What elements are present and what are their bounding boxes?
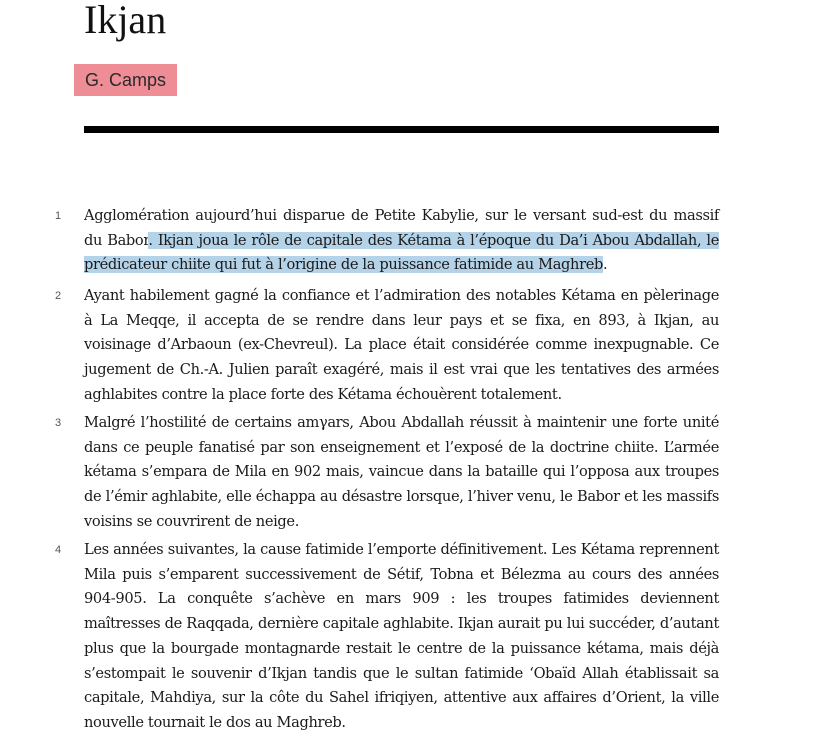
paragraph-number: 3 xyxy=(55,417,62,429)
paragraph-text-segment: . xyxy=(603,256,608,274)
paragraph-number: 1 xyxy=(55,210,62,222)
text-selection-highlight[interactable]: . Ikjan joua le rôle de capitale des Kétama à l’époque du Da’i Abou Abdallah, le prédicateur chiite qui fut à l’origine de la puissance fatimide au Maghreb xyxy=(84,231,719,274)
paragraph-text: Les années suivantes, la cause fatimide l’emporte définitivement. Les Kétama reprennent Mila puis s’emparent successivement de Sétif, Tobna et Bélezma au cours des années 904-905. La conquête s’achève en mars 909 : les troupes fatimides deviennent maîtresses de Raqqada, dernière capitale aghlabite. Ikjan aurait pu lui succéder, d’autant plus que la bourgade montagnarde restait le centre de la puissance kétama, mais déjà s’estompait le souvenir d’Ikjan tandis que le sultan fatimide ‘Obaïd Allah établissait sa capitale, Mahdiya, sur la côte du Sahel ifriqiyen, attentive aux affaires d’Orient, la ville nouvelle tournait le dos au Maghreb. xyxy=(84,541,719,731)
paragraph-text: Ayant habilement gagné la confiance et l’admiration des notables Kétama en pèlerinage à La Meqqe, il accepta de se rendre dans leur pays et se fixa, en 893, à Ikjan, au voisinage d’Arbaoun (ex-Chevreul). La place était considérée comme inexpugnable. Ce jugement de Ch.-A. Julien paraît exagéré, mais il est vrai que les tentatives des armées aghlabites contre la place forte des Kétama échouèrent totalement. xyxy=(84,287,719,403)
article-title: Ikjan xyxy=(84,0,167,42)
paragraph-text xyxy=(84,204,719,278)
author-name[interactable]: G. Camps xyxy=(74,64,177,96)
paragraph-number: 2 xyxy=(55,290,62,302)
paragraph-text-segment: Agglomération aujourd’hui disparue de Petite Kabylie, sur le versant sud-est du massif du Babor xyxy=(84,207,719,249)
title-divider xyxy=(84,126,719,133)
paragraph-number: 4 xyxy=(55,544,62,556)
paragraph-text: Malgré l’hostilité de certains amγars, Abou Abdallah réussit à maintenir une forte unité dans ce peuple fanatisé par son enseignement et l’exposé de la doctrine chiite. L’armée kétama s’empara de Mila en 902 mais, vaincue dans la bataille qui l’opposa aux troupes de l’émir aghlabite, elle échappa au désastre lorsque, l’hiver venu, le Babor et les massifs voisins se couvrirent de neige. xyxy=(84,414,719,530)
